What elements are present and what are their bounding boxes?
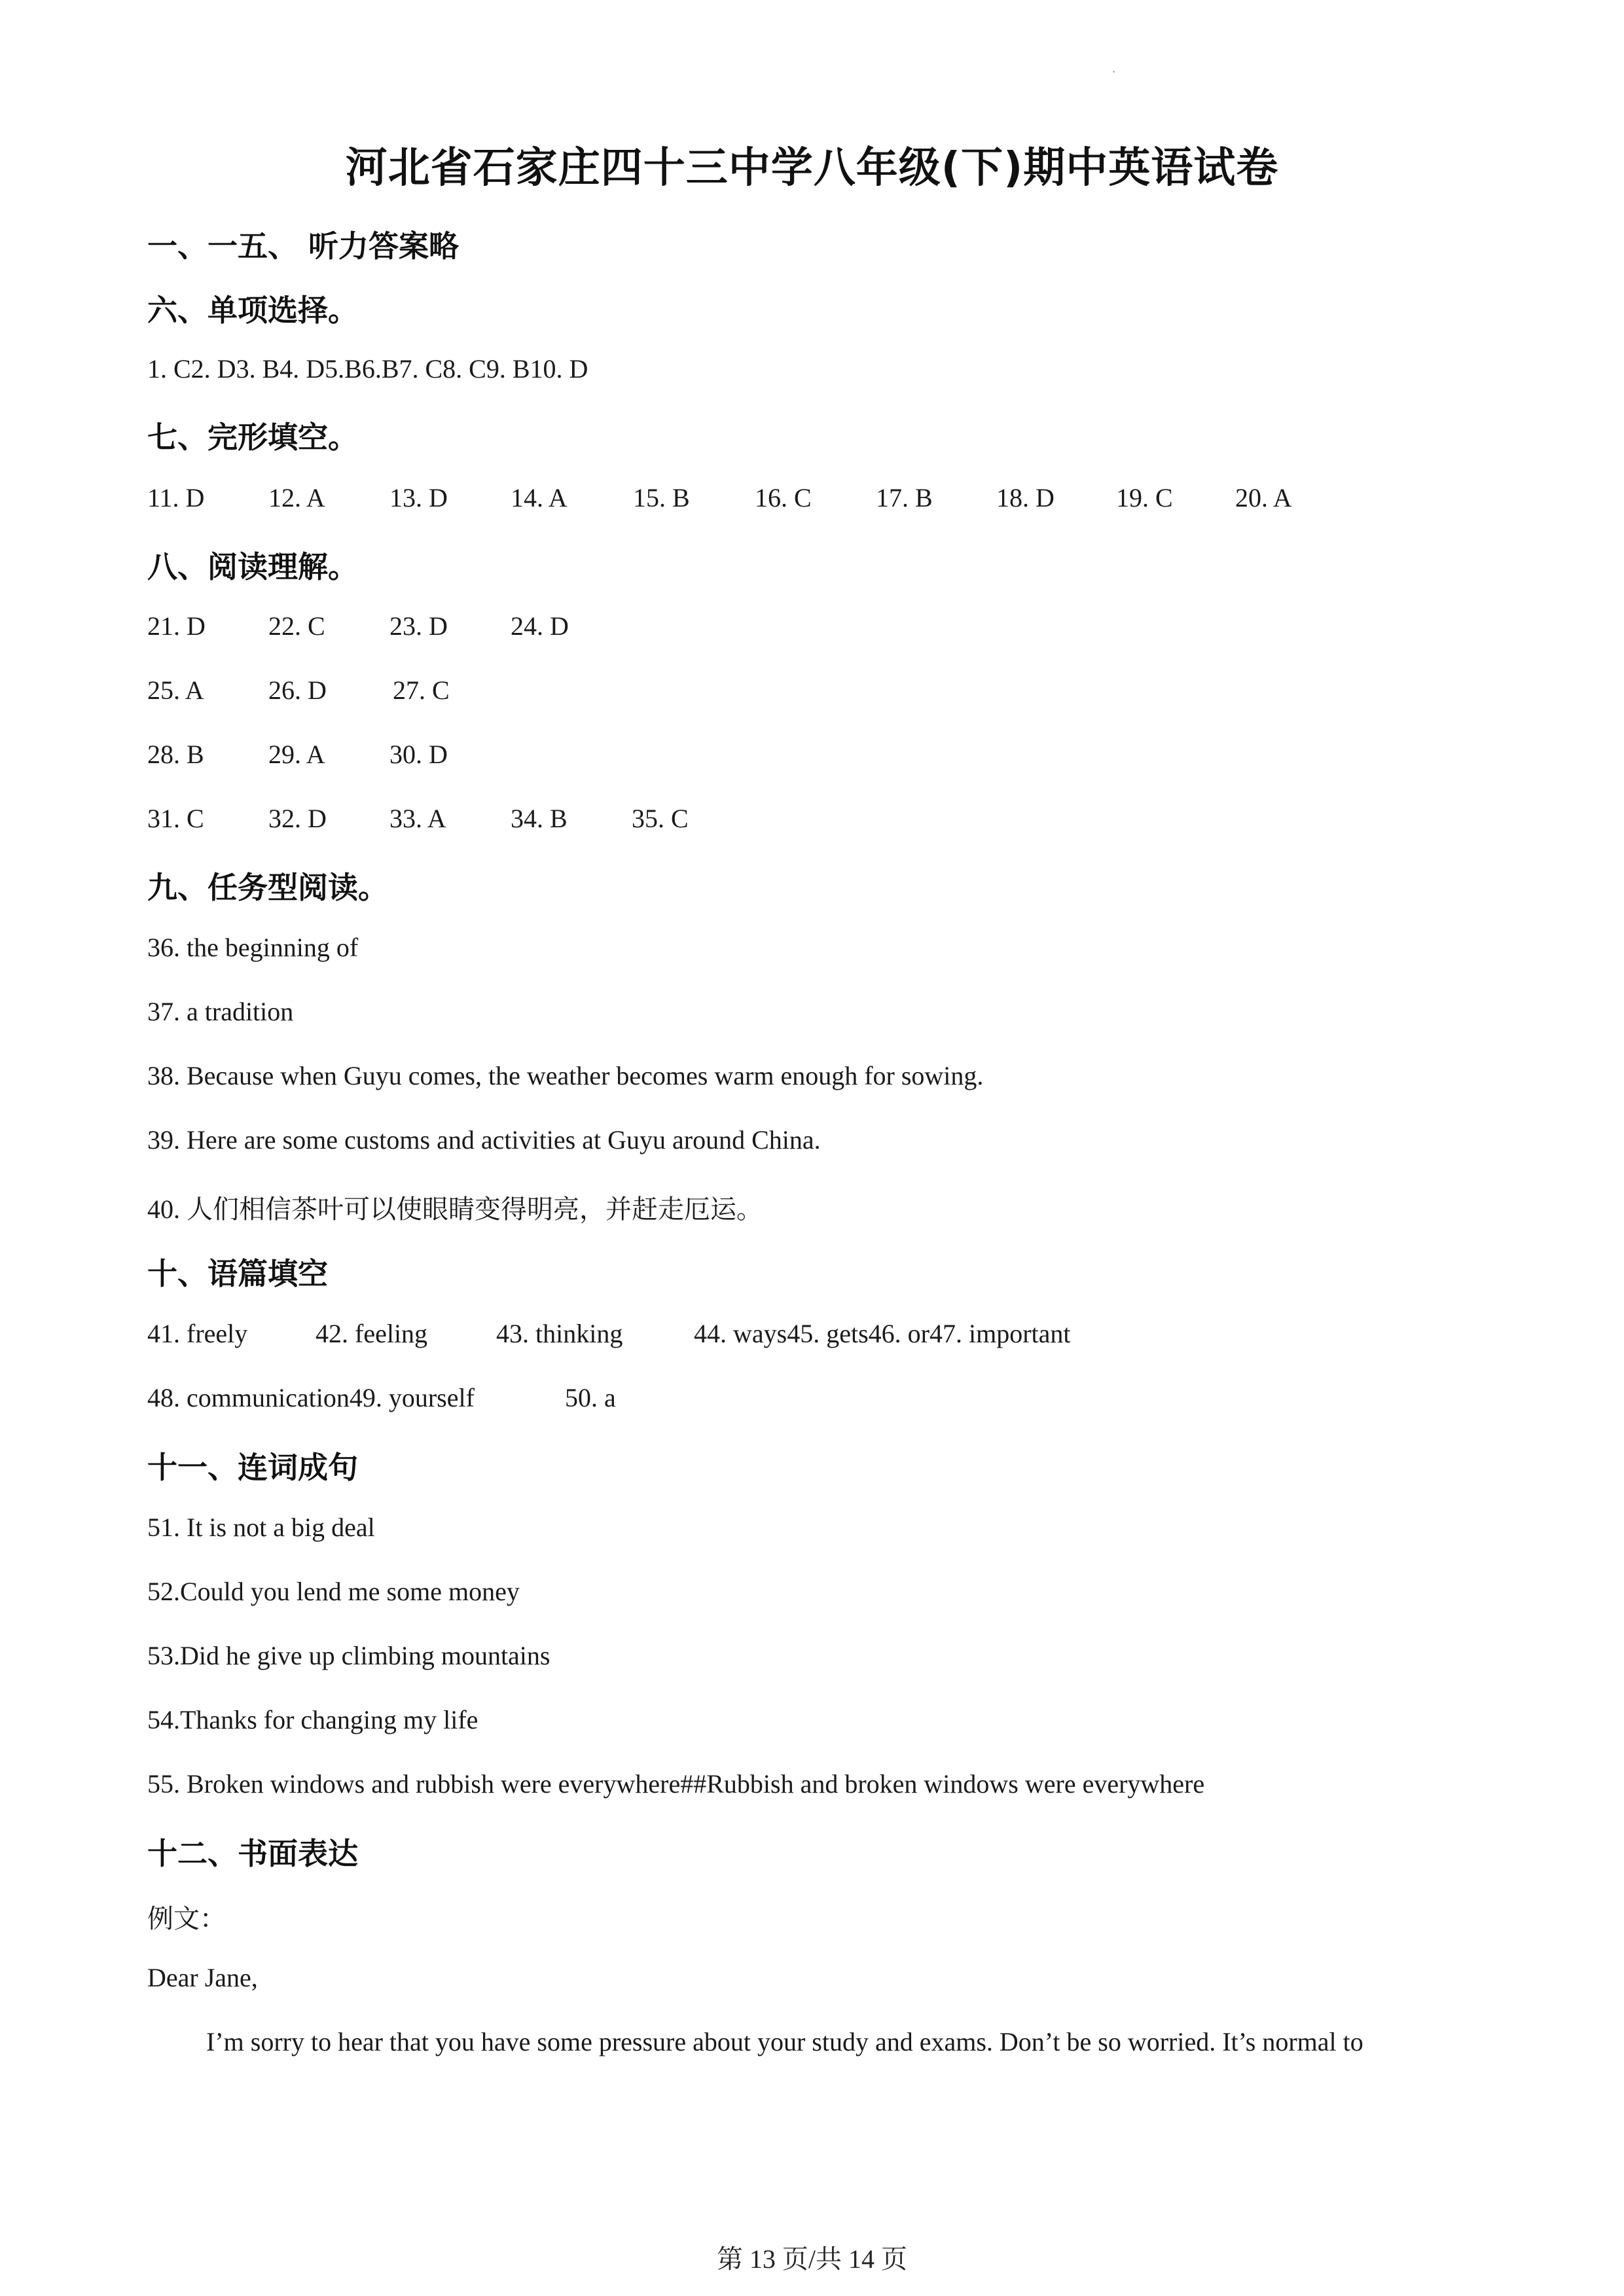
answer-item: 25. A [147, 675, 204, 705]
answer-item: 42. feeling [316, 1319, 428, 1348]
answer-item: 30. D [389, 740, 448, 769]
essay-body-line: I’m sorry to hear that you have some pressure about your study and exams. Don’t be so worried. It’s normal to [206, 2027, 1363, 2056]
task-reading-answer: 38. Because when Guyu comes, the weather becomes warm enough for sowing. [147, 1061, 984, 1090]
task-reading-answer: 37. a tradition [147, 997, 294, 1026]
page-title: 河北省石家庄四十三中学八年级(下)期中英语试卷 [345, 144, 1279, 192]
answer-item: 16. C [755, 483, 812, 512]
section-writing: 十二、书面表达 [147, 1836, 358, 1871]
section-sentence-building: 十一、连词成句 [147, 1450, 358, 1485]
section-listening: 一、一五、 听力答案略 [147, 228, 460, 264]
answer-item: 15. B [633, 483, 690, 512]
answer-item: 14. A [511, 483, 568, 512]
sentence-answer: 54.Thanks for changing my life [147, 1705, 478, 1734]
answer-item: 28. B [147, 740, 204, 769]
answer-item: 11. D [147, 483, 205, 512]
section-task-reading: 九、任务型阅读。 [147, 870, 388, 905]
answer-item: 50. a [565, 1383, 616, 1412]
answer-item: 33. A [389, 804, 446, 833]
answer-item: 18. D [996, 483, 1055, 512]
answer-item: 27. C [393, 675, 450, 705]
answer-item: 35. C [632, 804, 689, 833]
answer-item: 17. B [876, 483, 933, 512]
answer-item: 31. C [147, 804, 204, 833]
answer-item: 20. A [1235, 483, 1292, 512]
sample-essay-label: 例文： [147, 1904, 226, 1933]
task-reading-answer: 39. Here are some customs and activities at Guyu around China. [147, 1125, 821, 1155]
task-reading-answer: 40. 人们相信茶叶可以使眼睛变得明亮，并赶走厄运。 [147, 1194, 763, 1224]
answer-item: 48. communication49. yourself [147, 1383, 475, 1412]
answer-item: 12. A [268, 483, 325, 512]
essay-greeting: Dear Jane, [147, 1963, 258, 1992]
sentence-answer: 53.Did he give up climbing mountains [147, 1641, 550, 1670]
single-choice-answers: 1. C2. D3. B4. D5.B6.B7. C8. C9. B10. D [147, 354, 588, 384]
section-passage-fill: 十、语篇填空 [147, 1256, 328, 1291]
sentence-answer: 55. Broken windows and rubbish were everywhere##Rubbish and broken windows were everywhere [147, 1769, 1205, 1799]
page-number: 第 13 页/共 14 页 [716, 2244, 908, 2274]
answer-item: 29. A [268, 740, 325, 769]
answer-item: 34. B [511, 804, 568, 833]
answer-item: 26. D [268, 675, 327, 705]
answer-item: 43. thinking [496, 1319, 623, 1348]
section-reading: 八、阅读理解。 [147, 549, 358, 584]
answer-item: 32. D [268, 804, 327, 833]
task-reading-answer: 36. the beginning of [147, 933, 359, 962]
answer-item: 13. D [389, 483, 448, 512]
answer-item: 19. C [1116, 483, 1173, 512]
answer-item: 21. D [147, 611, 206, 641]
answer-item: 44. ways45. gets46. or47. important [694, 1319, 1071, 1348]
answer-item: 41. freely [147, 1319, 248, 1348]
scan-mark [1113, 71, 1115, 73]
sentence-answer: 51. It is not a big deal [147, 1513, 375, 1542]
section-single-choice: 六、单项选择。 [147, 293, 358, 328]
section-cloze: 七、完形填空。 [147, 420, 358, 455]
answer-item: 24. D [511, 611, 569, 641]
sentence-answer: 52.Could you lend me some money [147, 1577, 520, 1606]
answer-item: 23. D [389, 611, 448, 641]
answer-item: 22. C [268, 611, 325, 641]
